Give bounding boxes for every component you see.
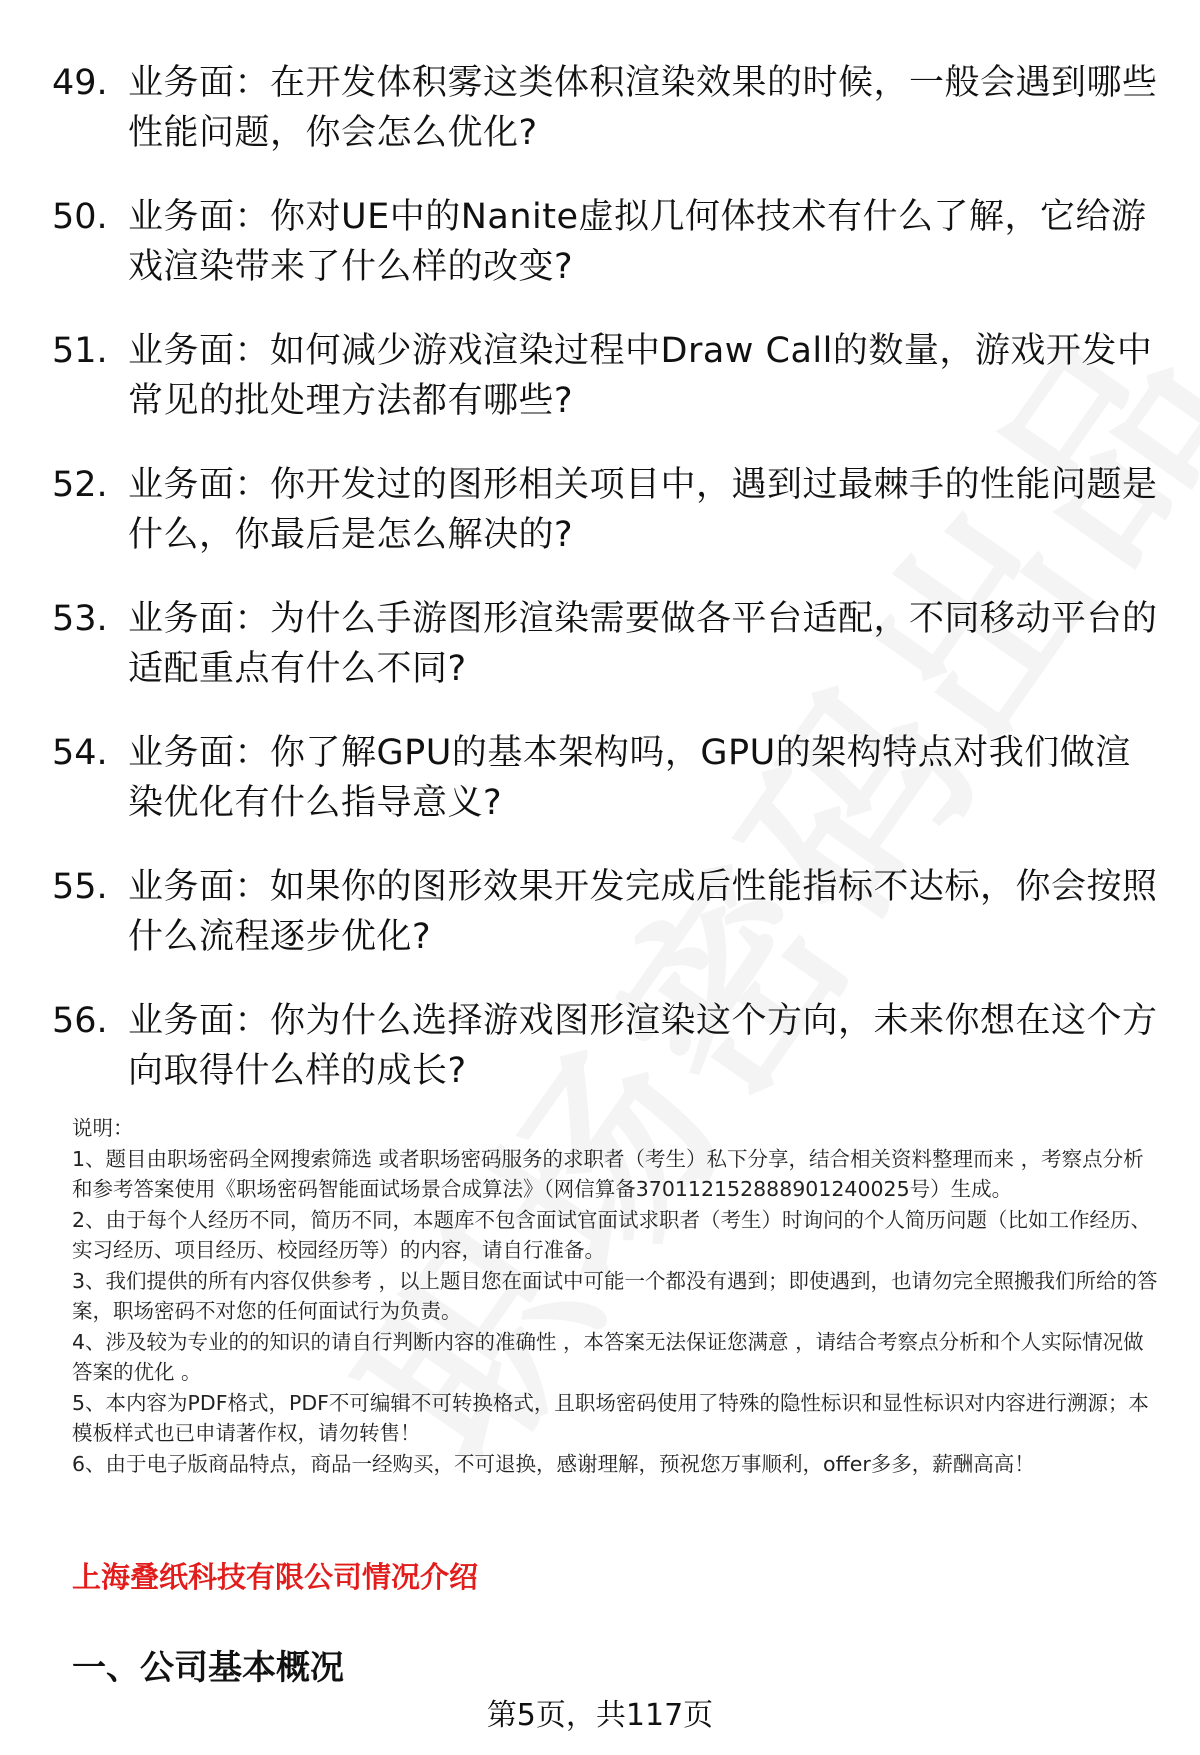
question-text: 业务面：你开发过的图形相关项目中，遇到过最棘手的性能问题是什么，你最后是怎么解决的? bbox=[128, 465, 1158, 555]
question-number: 51. bbox=[52, 331, 108, 371]
question-item bbox=[52, 862, 1162, 962]
page-number: 第5页，共117页 bbox=[486, 1698, 714, 1733]
question-number: 56. bbox=[52, 1001, 108, 1041]
question-text: 业务面：如何减少游戏渲染过程中Draw Call的数量，游戏开发中常见的批处理方法都有哪些? bbox=[128, 331, 1153, 421]
note-item: 4、涉及较为专业的的知识的请自行判断内容的准确性 ，本答案无法保证您满意 ，请结合考察点分析和个人实际情况做答案的优化 。 bbox=[72, 1329, 1144, 1384]
question-number: 55. bbox=[52, 867, 108, 907]
question-list bbox=[52, 58, 1162, 1130]
note-item: 3、我们提供的所有内容仅供参考 ，以上题目您在面试中可能一个都没有遇到；即使遇到，也请勿完全照搬我们所给的答案，职场密码不对您的任何面试行为负责。 bbox=[72, 1268, 1158, 1323]
question-number: 49. bbox=[52, 63, 108, 103]
question-text: 业务面：你为什么选择游戏图形渲染这个方向，未来你想在这个方向取得什么样的成长? bbox=[128, 1001, 1158, 1091]
question-text: 业务面：为什么手游图形渲染需要做各平台适配，不同移动平台的适配重点有什么不同? bbox=[128, 599, 1158, 689]
question-item bbox=[52, 594, 1162, 694]
question-item bbox=[52, 460, 1162, 560]
section-title: 一、公司基本概况 bbox=[72, 1648, 344, 1688]
question-number: 52. bbox=[52, 465, 108, 505]
question-item bbox=[52, 58, 1162, 158]
question-text: 业务面：如果你的图形效果开发完成后性能指标不达标，你会按照什么流程逐步优化? bbox=[128, 867, 1158, 957]
notes-heading: 说明： bbox=[72, 1116, 134, 1140]
question-number: 54. bbox=[52, 733, 108, 773]
notes-section bbox=[72, 1113, 1162, 1479]
question-number: 53. bbox=[52, 599, 108, 639]
question-item bbox=[52, 728, 1162, 828]
question-text: 业务面：在开发体积雾这类体积渲染效果的时候，一般会遇到哪些性能问题，你会怎么优化? bbox=[128, 63, 1158, 153]
question-text: 业务面：你了解GPU的基本架构吗，GPU的架构特点对我们做渲染优化有什么指导意义? bbox=[128, 733, 1131, 823]
note-item: 2、由于每个人经历不同，简历不同，本题库不包含面试官面试求职者（考生）时询问的个人简历问题（比如工作经历、实习经历、项目经历、校园经历等）的内容，请自行准备。 bbox=[72, 1207, 1152, 1262]
note-item: 6、由于电子版商品特点，商品一经购买，不可退换，感谢理解，预祝您万事顺利，offer多多，薪酬高高！ bbox=[72, 1451, 1035, 1476]
company-title: 上海叠纸科技有限公司情况介绍 bbox=[72, 1560, 479, 1594]
question-text: 业务面：你对UE中的Nanite虚拟几何体技术有什么了解，它给游戏渲染带来了什么样的改变? bbox=[128, 197, 1147, 287]
note-item: 5、本内容为PDF格式，PDF不可编辑不可转换格式，且职场密码使用了特殊的隐性标识和显性标识对内容进行溯源；本模板样式也已申请著作权，请勿转售！ bbox=[72, 1390, 1149, 1445]
note-item: 1、题目由职场密码全网搜索筛选 或者职场密码服务的求职者（考生）私下分享，结合相关资料整理而来 ，考察点分析和参考答案使用《职场密码智能面试场景合成算法》（网信算备370112152888901240025号）生成。 bbox=[72, 1146, 1144, 1201]
question-number: 50. bbox=[52, 197, 108, 237]
question-item bbox=[52, 192, 1162, 292]
question-item bbox=[52, 326, 1162, 426]
question-item bbox=[52, 996, 1162, 1096]
